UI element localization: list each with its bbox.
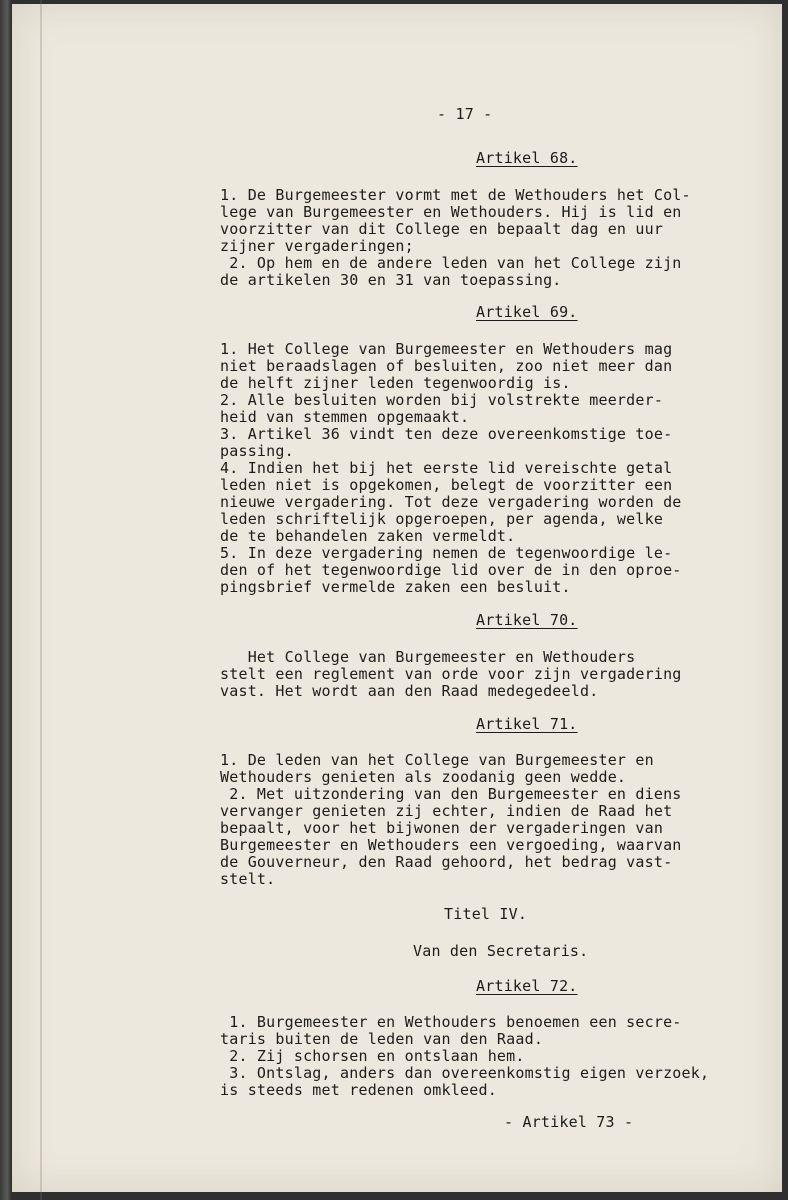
catchword: - Artikel 73 - xyxy=(504,1113,634,1131)
article-69-line: 5. In deze vergadering nemen de tegenwoordige le- xyxy=(220,544,673,562)
article-71-line: de Gouverneur, den Raad gehoord, het bedrag vast- xyxy=(220,853,673,871)
article-69-line: pingsbrief vermelde zaken een besluit. xyxy=(220,578,571,596)
article-68-line: zijner vergaderingen; xyxy=(220,237,414,255)
article-69-line: 1. Het College van Burgemeester en Wethouders mag xyxy=(220,340,673,358)
article-72-line: taris buiten de leden van den Raad. xyxy=(220,1030,544,1048)
article-69-line: leden niet is opgekomen, belegt de voorzitter een xyxy=(220,476,673,494)
article-70-line: stelt een reglement van orde voor zijn vergadering xyxy=(220,665,682,683)
article-69-heading: Artikel 69. xyxy=(476,303,578,321)
article-70-line: Het College van Burgemeester en Wethouders xyxy=(220,648,636,666)
article-69-line: 4. Indien het bij het eerste lid vereischte getal xyxy=(220,459,673,477)
article-72-line: 2. Zij schorsen en ontslaan hem. xyxy=(220,1047,525,1065)
article-69-line: nieuwe vergadering. Tot deze vergadering worden de xyxy=(220,493,682,511)
article-69-line: de helft zijner leden tegenwoordig is. xyxy=(220,374,571,392)
article-72-line: is steeds met redenen omkleed. xyxy=(220,1081,497,1099)
article-71-line: vervanger genieten zij echter, indien de Raad het xyxy=(220,802,673,820)
article-69-line: niet beraadslagen of besluiten, zoo niet meer dan xyxy=(220,357,673,375)
article-69-line: leden schriftelijk opgeroepen, per agenda, welke xyxy=(220,510,664,528)
article-69-line: de te behandelen zaken vermeldt. xyxy=(220,527,516,545)
titel-subtitle: Van den Secretaris. xyxy=(413,942,589,960)
article-69-line: heid van stemmen opgemaakt. xyxy=(220,408,470,426)
article-68-line: 1. De Burgemeester vormt met de Wethouders het Col- xyxy=(220,186,691,204)
article-72-heading: Artikel 72. xyxy=(476,977,578,995)
article-71-line: Burgemeester en Wethouders een vergoeding, waarvan xyxy=(220,836,682,854)
article-68-line: lege van Burgemeester en Wethouders. Hij is lid en xyxy=(220,203,682,221)
article-71-line: 2. Met uitzondering van den Burgemeester en diens xyxy=(220,785,682,803)
titel-heading: Titel IV. xyxy=(444,905,528,923)
article-68-line: 2. Op hem en de andere leden van het College zijn xyxy=(220,254,682,272)
article-71-line: stelt. xyxy=(220,870,276,888)
article-71-line: Wethouders genieten als zoodanig geen wedde. xyxy=(220,768,627,786)
article-68-line: de artikelen 30 en 31 van toepassing. xyxy=(220,271,562,289)
article-69-line: 2. Alle besluiten worden bij volstrekte meerder- xyxy=(220,391,664,409)
binding-spine xyxy=(0,0,12,1200)
article-72-line: 3. Ontslag, anders dan overeenkomstig eigen verzoek, xyxy=(220,1064,710,1082)
article-68-line: voorzitter van dit College en bepaalt dag en uur xyxy=(220,220,664,238)
article-69-line: den of het tegenwoordige lid over de in den oproe- xyxy=(220,561,682,579)
article-71-line: bepaalt, voor het bijwonen der vergaderingen van xyxy=(220,819,664,837)
page-number: - 17 - xyxy=(437,105,493,123)
article-71-heading: Artikel 71. xyxy=(476,715,578,733)
binding-edge xyxy=(40,0,42,1200)
article-69-line: passing. xyxy=(220,442,294,460)
article-70-heading: Artikel 70. xyxy=(476,611,578,629)
article-69-line: 3. Artikel 36 vindt ten deze overeenkomstige toe- xyxy=(220,425,673,443)
article-72-line: 1. Burgemeester en Wethouders benoemen een secre- xyxy=(220,1013,682,1031)
article-68-heading: Artikel 68. xyxy=(476,149,578,167)
article-71-line: 1. De leden van het College van Burgemeester en xyxy=(220,751,654,769)
article-70-line: vast. Het wordt aan den Raad medegedeeld. xyxy=(220,682,599,700)
